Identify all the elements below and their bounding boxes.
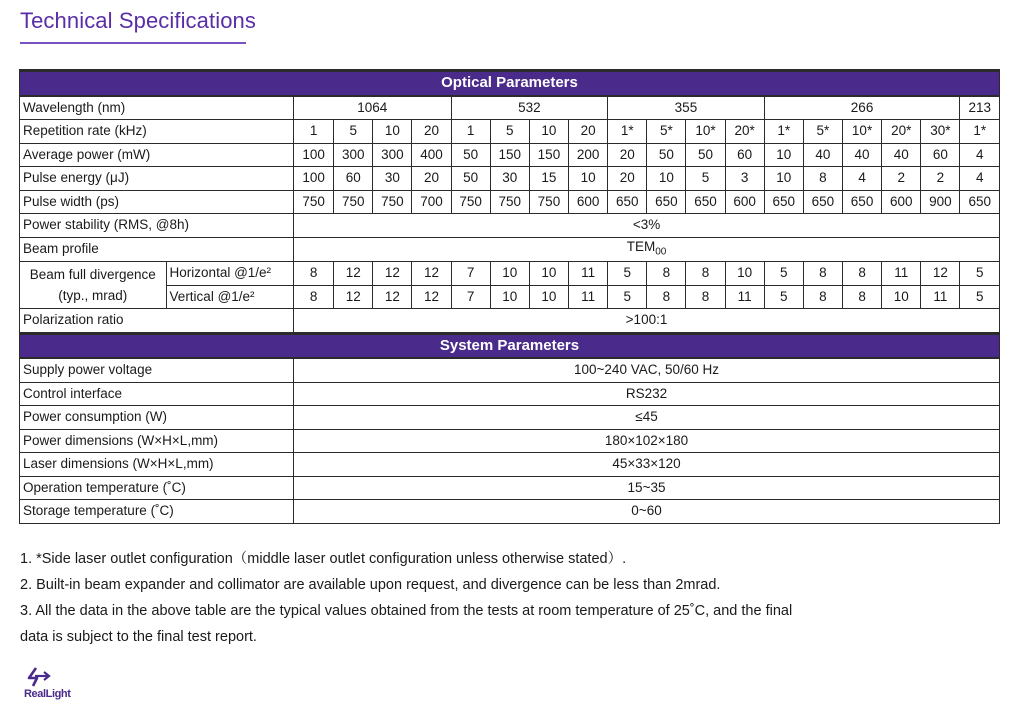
- table-cell: 10*: [686, 120, 725, 144]
- table-cell: 5: [608, 262, 647, 286]
- table-cell: 600: [882, 190, 921, 214]
- table-cell: 1*: [764, 120, 803, 144]
- table-cell: 12: [921, 262, 960, 286]
- row-label: Control interface: [20, 382, 294, 406]
- spec-table: [19, 69, 1000, 524]
- table-cell: 12: [412, 262, 451, 286]
- table-cell: 10: [529, 285, 568, 309]
- row-label: Power consumption (W): [20, 406, 294, 430]
- table-cell: 60: [921, 143, 960, 167]
- table-cell: 750: [294, 190, 334, 214]
- table-cell: 8: [294, 285, 334, 309]
- table-cell: 8: [843, 285, 882, 309]
- table-cell: 300: [373, 143, 412, 167]
- table-cell: 100: [294, 143, 334, 167]
- row-label: Polarization ratio: [20, 309, 294, 334]
- table-cell: 7: [451, 285, 490, 309]
- table-cell: 750: [490, 190, 529, 214]
- table-cell: <3%: [294, 214, 1000, 238]
- table-cell: 11: [569, 285, 608, 309]
- table-cell: 12: [373, 285, 412, 309]
- table-cell: 10*: [843, 120, 882, 144]
- table-cell: 5*: [647, 120, 686, 144]
- table-cell: 2: [882, 167, 921, 191]
- table-cell: 11: [725, 285, 764, 309]
- table-cell: 50: [451, 167, 490, 191]
- row-label: Power stability (RMS, @8h): [20, 214, 294, 238]
- section-header-system: [20, 333, 1000, 358]
- table-cell: 8: [294, 262, 334, 286]
- row-label: Average power (mW): [20, 143, 294, 167]
- table-cell: 10: [490, 262, 529, 286]
- table-cell: 10: [569, 167, 608, 191]
- table-row-divergence-vertical: [20, 285, 1000, 309]
- table-cell: 8: [803, 167, 842, 191]
- section-title: System Parameters: [20, 333, 1000, 358]
- table-cell: 60: [725, 143, 764, 167]
- table-row-beam-profile: [20, 237, 1000, 262]
- table-cell: 5: [960, 262, 1000, 286]
- table-cell: 0~60: [294, 500, 1000, 524]
- table-cell: 20: [412, 120, 451, 144]
- reallight-logo: [24, 666, 78, 706]
- table-cell: 50: [686, 143, 725, 167]
- table-cell: 5: [764, 285, 803, 309]
- table-cell: 20: [608, 167, 647, 191]
- table-row: [20, 453, 1000, 477]
- table-cell: 10: [529, 120, 568, 144]
- divergence-label-line1: Beam full divergence: [29, 267, 156, 283]
- table-row-divergence-horizontal: [20, 262, 1000, 286]
- page-title: Technical Specifications: [20, 8, 256, 33]
- table-cell: 8: [647, 262, 686, 286]
- table-cell: 750: [373, 190, 412, 214]
- footnote: data is subject to the final test report.: [20, 629, 257, 645]
- table-cell: 8: [686, 262, 725, 286]
- table-cell: 2: [921, 167, 960, 191]
- table-cell: 10: [373, 120, 412, 144]
- table-cell: 12: [334, 262, 373, 286]
- wavelength-value: 532: [451, 96, 608, 120]
- table-cell: 40: [843, 143, 882, 167]
- table-cell: 20: [412, 167, 451, 191]
- beam-profile-subscript: 00: [655, 246, 667, 258]
- table-row: [20, 500, 1000, 524]
- table-cell: 750: [334, 190, 373, 214]
- table-cell: 8: [803, 285, 842, 309]
- table-cell: 150: [490, 143, 529, 167]
- table-cell: 5: [608, 285, 647, 309]
- table-cell: 40: [803, 143, 842, 167]
- table-cell: 10: [882, 285, 921, 309]
- table-cell: 12: [373, 262, 412, 286]
- table-cell: 30: [373, 167, 412, 191]
- wavelength-value: 266: [764, 96, 960, 120]
- table-cell: 650: [686, 190, 725, 214]
- table-cell: 15~35: [294, 476, 1000, 500]
- table-cell: 10: [647, 167, 686, 191]
- table-row: [20, 406, 1000, 430]
- table-cell: 10: [529, 262, 568, 286]
- table-row: [20, 358, 1000, 382]
- table-cell: 4: [960, 167, 1000, 191]
- table-cell: 12: [334, 285, 373, 309]
- table-cell: 60: [334, 167, 373, 191]
- table-cell: 12: [412, 285, 451, 309]
- table-cell: >100:1: [294, 309, 1000, 334]
- table-cell: 650: [803, 190, 842, 214]
- table-cell: 30*: [921, 120, 960, 144]
- table-cell: 11: [569, 262, 608, 286]
- table-row: [20, 382, 1000, 406]
- table-cell: 400: [412, 143, 451, 167]
- table-cell: 600: [569, 190, 608, 214]
- table-cell: 900: [921, 190, 960, 214]
- row-label: Power dimensions (W×H×L,mm): [20, 429, 294, 453]
- table-cell: 5: [960, 285, 1000, 309]
- row-label: [20, 262, 167, 309]
- footnote: 1. *Side laser outlet configuration（middle laser outlet configuration unless otherwise stated）.: [20, 551, 627, 567]
- table-row-wavelength: [20, 96, 1000, 120]
- row-label: Pulse width (ps): [20, 190, 294, 214]
- table-cell: 650: [647, 190, 686, 214]
- table-cell: 10: [764, 167, 803, 191]
- table-cell: 11: [882, 262, 921, 286]
- table-cell: 150: [529, 143, 568, 167]
- table-row-polarization: [20, 309, 1000, 334]
- table-cell: 11: [921, 285, 960, 309]
- row-label: Supply power voltage: [20, 358, 294, 382]
- table-cell: 8: [843, 262, 882, 286]
- table-cell: 30: [490, 167, 529, 191]
- table-cell: 50: [647, 143, 686, 167]
- table-cell: 650: [608, 190, 647, 214]
- row-label: Operation temperature (˚C): [20, 476, 294, 500]
- table-cell: 650: [960, 190, 1000, 214]
- table-cell: 1: [294, 120, 334, 144]
- table-cell: 1*: [608, 120, 647, 144]
- table-cell: 10: [725, 262, 764, 286]
- table-cell: 1*: [960, 120, 1000, 144]
- sub-label: Vertical @1/e²: [166, 285, 293, 309]
- footnote: 2. Built-in beam expander and collimator are available upon request, and divergence can be less than 2mrad.: [20, 577, 721, 593]
- table-cell: RS232: [294, 382, 1000, 406]
- table-cell: 4: [960, 143, 1000, 167]
- row-label: Beam profile: [20, 237, 294, 262]
- table-row: [20, 120, 1000, 144]
- divergence-label-line2: (typ., mrad): [58, 288, 128, 304]
- wavelength-value: 355: [608, 96, 765, 120]
- row-label: Wavelength (nm): [20, 96, 294, 120]
- table-cell: 5: [490, 120, 529, 144]
- table-cell: 20*: [725, 120, 764, 144]
- table-cell: 7: [451, 262, 490, 286]
- table-cell: 50: [451, 143, 490, 167]
- table-cell: 40: [882, 143, 921, 167]
- table-cell: 700: [412, 190, 451, 214]
- table-cell: 4: [843, 167, 882, 191]
- section-title: Optical Parameters: [20, 71, 1000, 96]
- section-header-optical: [20, 71, 1000, 96]
- footnotes: [20, 546, 1010, 650]
- table-cell: 10: [764, 143, 803, 167]
- table-cell: 5: [764, 262, 803, 286]
- table-cell: 100: [294, 167, 334, 191]
- table-cell: 5: [686, 167, 725, 191]
- table-cell: 8: [647, 285, 686, 309]
- table-cell: 650: [843, 190, 882, 214]
- table-cell: 8: [803, 262, 842, 286]
- table-cell: 180×102×180: [294, 429, 1000, 453]
- table-row: [20, 167, 1000, 191]
- table-cell: 10: [490, 285, 529, 309]
- footnote: 3. All the data in the above table are the typical values obtained from the tests at room temperature of 25˚C, and the final: [20, 603, 793, 619]
- table-cell: ≤45: [294, 406, 1000, 430]
- table-cell: 600: [725, 190, 764, 214]
- table-cell: 5: [334, 120, 373, 144]
- table-cell: 750: [451, 190, 490, 214]
- table-cell: 20*: [882, 120, 921, 144]
- logo-text: RealLight: [24, 688, 71, 700]
- table-row: [20, 476, 1000, 500]
- table-cell: 750: [529, 190, 568, 214]
- title-underline: [20, 42, 246, 44]
- table-cell: 45×33×120: [294, 453, 1000, 477]
- beam-profile-value: [294, 237, 1000, 262]
- table-row: [20, 143, 1000, 167]
- beam-profile-mode: TEM: [626, 238, 656, 254]
- row-label: Pulse energy (μJ): [20, 167, 294, 191]
- table-cell: 650: [764, 190, 803, 214]
- table-cell: 20: [569, 120, 608, 144]
- wavelength-value: 1064: [294, 96, 452, 120]
- table-cell: 15: [529, 167, 568, 191]
- row-label: Laser dimensions (W×H×L,mm): [20, 453, 294, 477]
- table-cell: 20: [608, 143, 647, 167]
- table-cell: 200: [569, 143, 608, 167]
- table-row: [20, 429, 1000, 453]
- table-cell: 1: [451, 120, 490, 144]
- row-label: Storage temperature (˚C): [20, 500, 294, 524]
- table-cell: 8: [686, 285, 725, 309]
- table-row-power-stability: [20, 214, 1000, 238]
- table-cell: 100~240 VAC, 50/60 Hz: [294, 358, 1000, 382]
- sub-label: Horizontal @1/e²: [166, 262, 293, 286]
- table-cell: 300: [334, 143, 373, 167]
- table-cell: 3: [725, 167, 764, 191]
- table-cell: 5*: [803, 120, 842, 144]
- logo-mark-icon: [24, 666, 78, 688]
- row-label: Repetition rate (kHz): [20, 120, 294, 144]
- wavelength-value: 213: [960, 96, 1000, 120]
- table-row: [20, 190, 1000, 214]
